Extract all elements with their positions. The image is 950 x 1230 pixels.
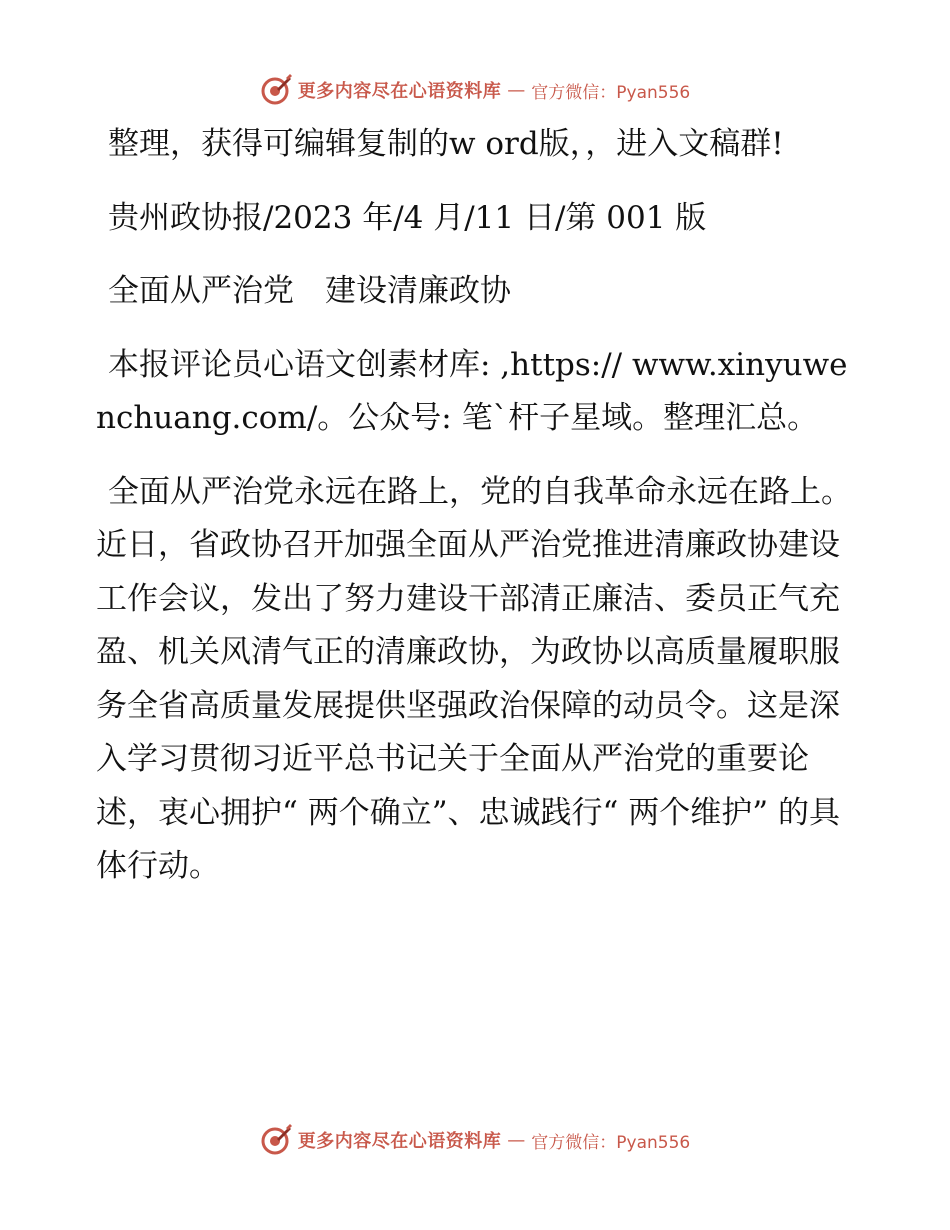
body-paragraph: 全面从严治党永远在路上，党的自我革命永远在路上。近日，省政协召开加强全面从严治党推进清廉政协建设工作会议，发出了努力建设干部清正廉洁、委员正气充盈、机关风清气正的清廉政协，为政协以高质量履职服务全省高质量发展提供坚强政治保障的动员令。这是深入学习贯彻习近平总书记关于全面从严治党的重要论述，衷心拥护“ 两个确立”、忠诚践行“ 两个维护” 的具体行动。 [96,473,852,884]
document-body [96,118,856,914]
banner-dash: — [507,1129,526,1151]
library-name: 更多内容尽在心语资料库 [297,1131,502,1152]
intro-paragraph: 整理，获得可编辑复制的w ord版，，进入文稿群! [108,126,784,162]
header-watermark-banner [0,70,950,110]
pen-logo-icon [260,74,292,106]
wechat-id: 官方微信：Pyan556 [531,1132,691,1153]
byline-paragraph: 本报评论员心语文创素材库: ,https:// www.xinyuwenchuang.com/。公众号: 笔`杆子星域。整理汇总。 [96,346,848,436]
banner-dash: — [507,79,526,101]
library-name: 更多内容尽在心语资料库 [297,81,502,102]
footer-watermark-banner [0,1120,950,1160]
wechat-id: 官方微信：Pyan556 [531,82,691,103]
source-line: 贵州政协报/2023 年/4 月/11 日/第 001 版 [108,199,707,236]
pen-logo-icon [260,1124,292,1156]
article-title: 全面从严治党 建设清廉政协 [108,273,511,309]
